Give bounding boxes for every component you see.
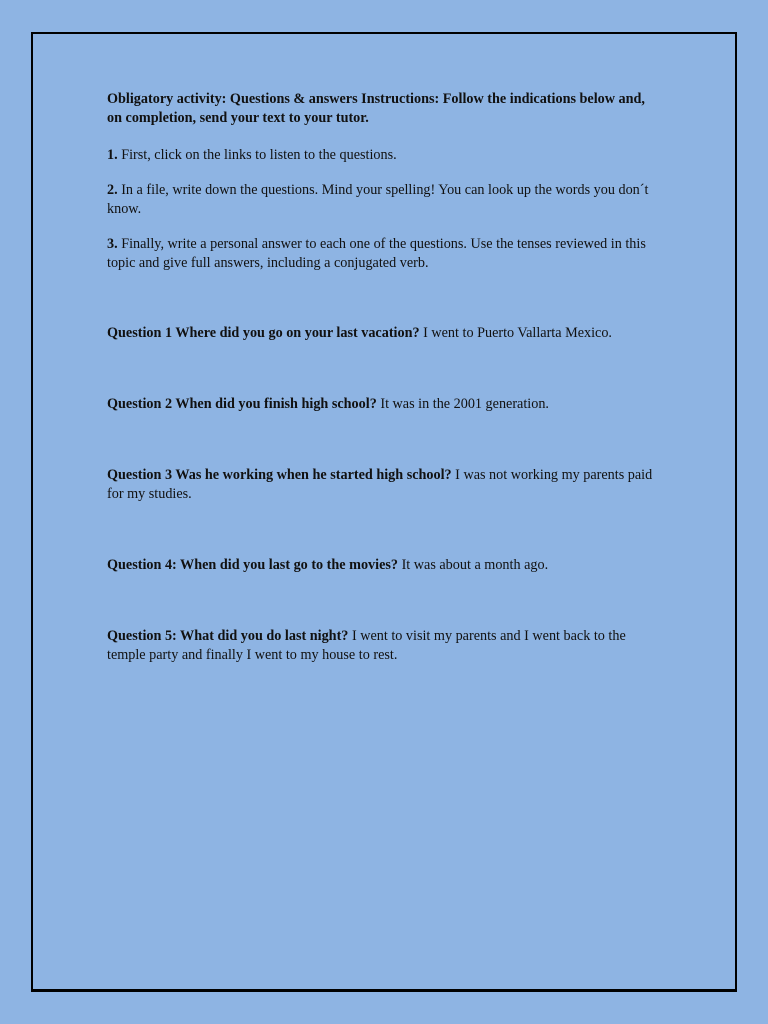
question-text: Question 4: When did you last go to the movies?	[107, 557, 399, 573]
question-text: Question 3 Was he working when he started high school?	[107, 467, 452, 483]
activity-title-text: Obligatory activity: Questions & answers Instructions: Follow the indications below and, on completion, send your text to your tutor.	[107, 91, 645, 126]
question-text: Question 5: What did you do last night?	[107, 628, 349, 644]
question-text: Question 2 When did you finish high school?	[107, 396, 377, 412]
qa-item-3	[107, 466, 663, 504]
answer-text: I went to Puerto Vallarta Mexico.	[419, 325, 612, 341]
activity-title	[107, 90, 663, 128]
question-text: Question 1 Where did you go on your last vacation?	[107, 325, 420, 341]
instruction-text: First, click on the links to listen to the questions.	[117, 147, 397, 163]
instruction-number: 3.	[107, 236, 118, 252]
answer-text: I went to visit my parents and I went back to the temple party and finally I went to my house to rest.	[107, 628, 626, 663]
qa-item-2	[107, 395, 663, 414]
instruction-number: 1.	[107, 147, 118, 163]
answer-text: It was about a month ago.	[398, 557, 549, 573]
instruction-item-3	[107, 235, 663, 273]
instruction-number: 2.	[107, 182, 118, 198]
document-content	[107, 90, 663, 665]
answer-text: It was in the 2001 generation.	[376, 396, 549, 412]
instruction-item-2	[107, 181, 663, 219]
qa-item-5	[107, 627, 663, 665]
instruction-item-1	[107, 146, 663, 165]
instruction-text: In a file, write down the questions. Mind your spelling! You can look up the words you don´t know.	[107, 182, 649, 217]
qa-item-1	[107, 324, 663, 343]
qa-item-4	[107, 556, 663, 575]
answer-text: I was not working my parents paid for my studies.	[107, 467, 653, 502]
instruction-text: Finally, write a personal answer to each one of the questions. Use the tenses reviewed in this topic and give full answers, including a conjugated verb.	[107, 236, 646, 271]
